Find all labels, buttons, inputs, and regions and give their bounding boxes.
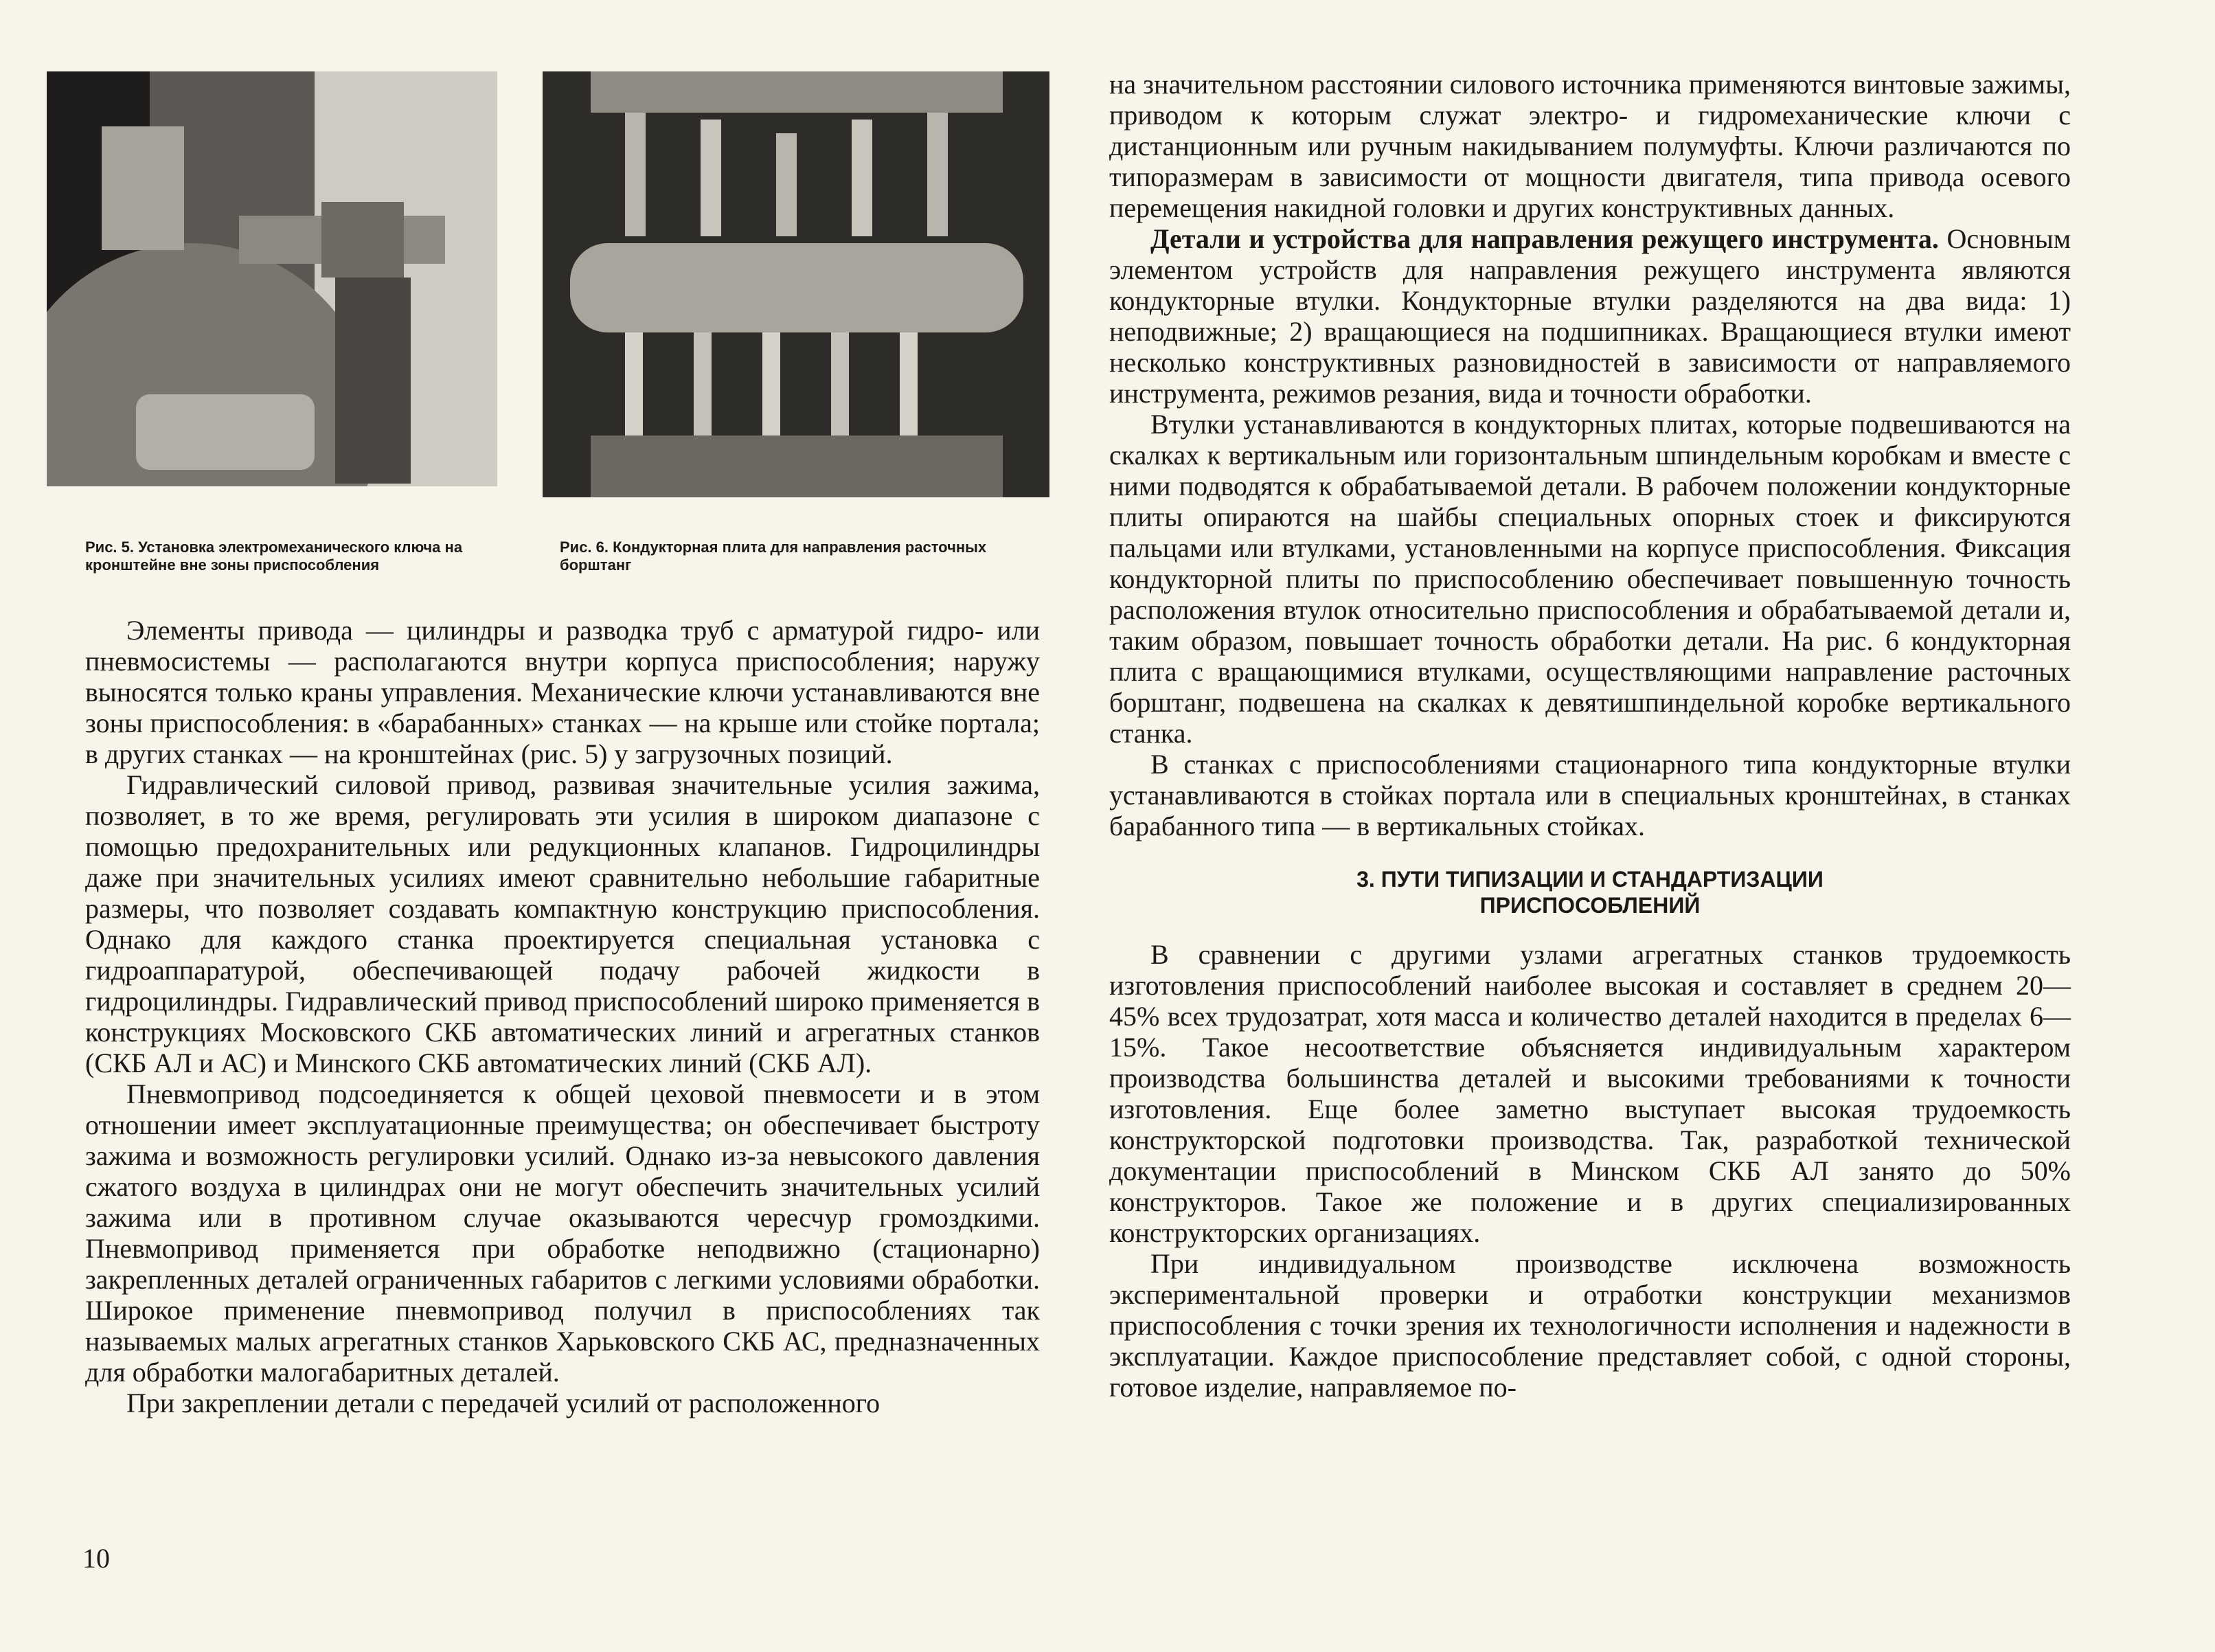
paragraph: При закреплении детали с передачей усилий от расположенного [126,1388,881,1418]
paragraph: В станках с приспособлениями стационарного типа кондукторные втулки устанавливаются в стойках портала или в специальных кронштейнах, в станках барабанного типа — в вертикальных стойках. [1109,749,2071,841]
paragraph: В сравнении с другими узлами агрегатных станков трудоемкость изготовления приспособлений наиболее высокая и составляет в среднем 20—45% всех трудозатрат, хотя масса и количество деталей находится в пределах 6—15%. Такое несоответствие объясняется индивидуальным характером производства большинства деталей и высокими требованиями к точности изготовления. Еще более заметно выступает высокая трудоемкость конструкторской подготовки производства. Так, разработкой технической документации приспособлений в Минском СКБ АЛ занято до 50% конструкторов. Такое же положение и в других специализированных конструкторских организациях. [1109,939,2071,1248]
section-heading-line: 3. ПУТИ ТИПИЗАЦИИ И СТАНДАРТИЗАЦИИ [1356,867,1824,892]
paragraph-rest: Основным элементом устройств для направления режущего инструмента являются кондукторные втулки. Кондукторные втулки разделяются на два вида: 1) неподвижные; 2) вращающиеся на подшипниках. Вращающиеся втулки имеют несколько конструктивных разновидностей в зависимости от направляемого инструмента, режимов резания, вида и точности обработки. [1109,223,2071,409]
page-number: 10 [82,1543,110,1574]
paragraph: Элементы привода — цилиндры и разводка труб с арматурой гидро- или пневмосистемы — располагаются внутри корпуса приспособления; наружу выносятся только краны управления. Механические ключи устанавливаются вне зоны приспособления: в «барабанных» станках — на крыше или стойке портала; в других станках — на кронштейнах (рис. 5) у загрузочных позиций. [85,615,1040,769]
fig5-image [47,71,497,486]
paragraph: на значительном расстоянии силового источника применяются винтовые зажимы, приводом к которым служат электро- и гидромеханические ключи с дистанционным или ручным накидыванием полумуфты. Ключи различаются по типоразмерам в зависимости от мощности двигателя, типа привода осевого перемещения накидной головки и других конструктивных данных. [1109,69,2071,223]
section-heading-line: ПРИСПОСОБЛЕНИЙ [1479,893,1701,918]
paragraph: Втулки устанавливаются в кондукторных плитах, которые подвешиваются на скалках к вертикальным или горизонтальным шпиндельным коробкам и вместе с ними подводятся к обрабатываемой детали. В рабочем положении кондукторные плиты опираются на шайбы специальных опорных стоек и фиксируются пальцами или втулками, установленными на корпусе приспособления. Фиксация кондукторной плиты по приспособлению обеспечивает повышенную точность расположения втулок относительно приспособления и обрабатываемой детали и, таким образом, повышает точность обработки детали. На рис. 6 кондукторная плита с вращающимися втулками, осуществляющими направление расточных борштанг, подвешена на скалках к девятишпиндельной коробке вертикального станка. [1109,409,2071,749]
figure-6-caption: Рис. 6. Кондукторная плита для направления расточных борштанг [560,539,987,574]
section-heading [1109,866,2071,918]
paragraph: Пневмопривод подсоединяется к общей цеховой пневмосети и в этом отношении имеет эксплуатационные преимущества; он обеспечивает быстроту зажима и возможность регулировки усилий. Однако из-за невысокого давления сжатого воздуха в цилиндрах они не могут обеспечить значительных усилий зажима или в противном случае оказываются чересчур громоздкими. Пневмопривод применяется при обработке неподвижно (стационарно) закрепленных деталей ограниченных габаритов с легкими условиями обработки. Широкое применение пневмопривод получил в приспособлениях так называемых малых агрегатных станков Харьковского СКБ АС, предназначенных для обработки малогабаритных деталей. [85,1078,1040,1388]
fig6-image [543,71,1049,497]
bold-lead: Детали и устройства для направления режущего инструмента. [1150,223,1939,254]
figure-5-caption: Рис. 5. Установка электромеханического ключа на кронштейне вне зоны приспособления [85,539,463,574]
paragraph: При индивидуальном производстве исключена возможность экспериментальной проверки и отработки конструкции механизмов приспособления с точки зрения их технологичности исполнения и надежности в эксплуатации. Каждое приспособление представляет собой, с одной стороны, готовое изделие, направляемое по- [1109,1248,2071,1403]
figure-6-photo [543,71,1049,497]
figure-5-photo [47,71,497,486]
paragraph [1109,223,2071,409]
left-page-text [85,615,1040,1418]
paragraph: Гидравлический силовой привод, развивая значительные усилия зажима, позволяет, в то же время, регулировать эти усилия в широком диапазоне с помощью предохранительных или редукционных клапанов. Гидроцилиндры даже при значительных усилиях имеют сравнительно небольшие габаритные размеры, что позволяет создавать компактную конструкцию приспособления. Однако для каждого станка проектируется специальная установка с гидроаппаратурой, обеспечивающей подачу рабочей жидкости в гидроцилиндры. Гидравлический привод приспособлений широко применяется в конструкциях Московского СКБ автоматических линий и агрегатных станков (СКБ АЛ и АС) и Минского СКБ автоматических линий (СКБ АЛ). [85,769,1040,1078]
right-page-text [1109,69,2071,1403]
